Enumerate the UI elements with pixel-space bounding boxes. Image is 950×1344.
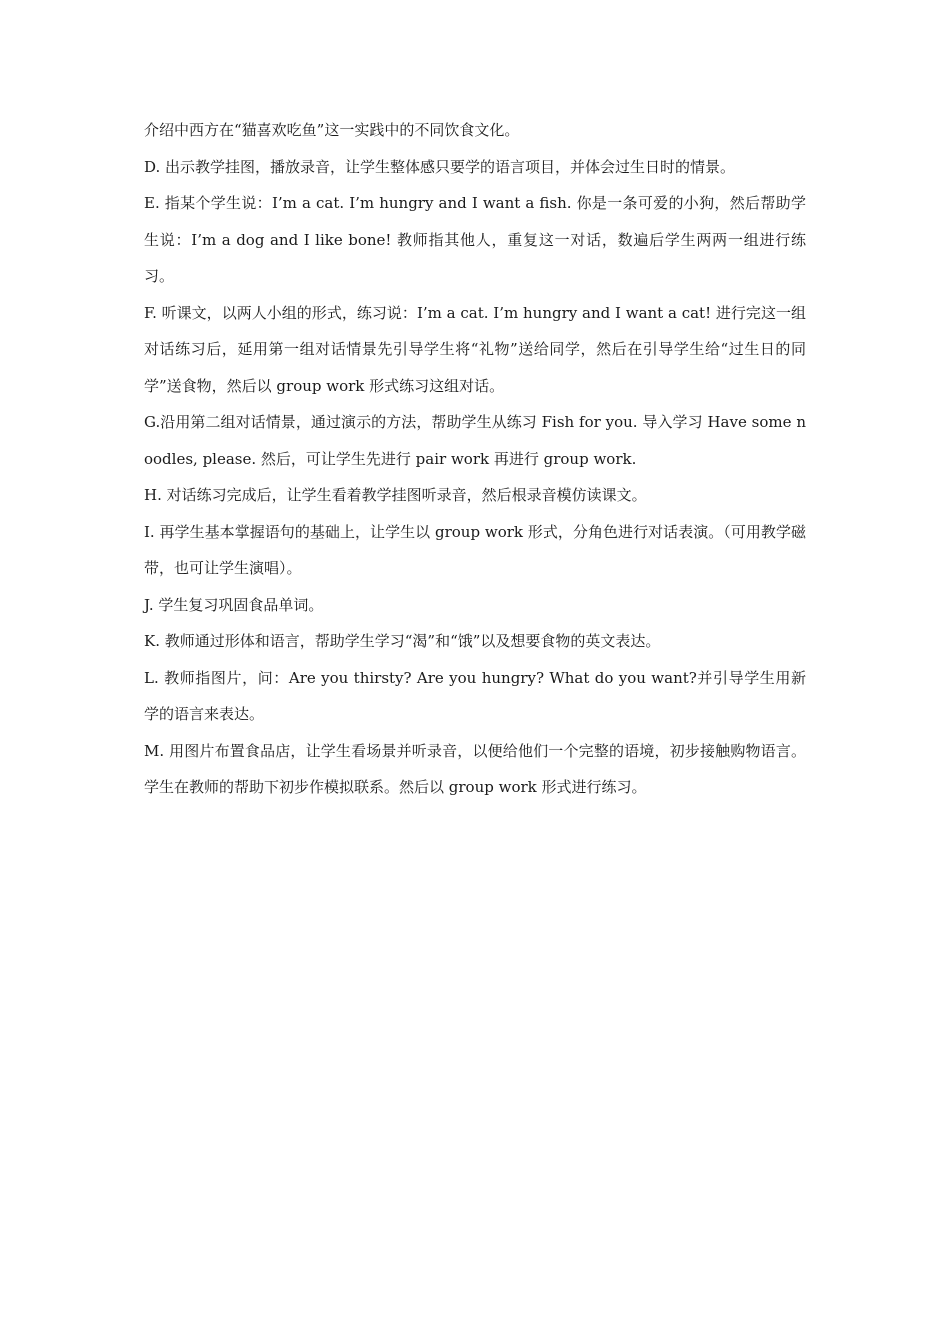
paragraph-step-f: F. 听课文，以两人小组的形式，练习说：I’m a cat. I’m hungry and I want a cat! 进行完这一组对话练习后，延用第一组对话情景先引导学生将“礼物”送给同学，然后在引导学生给“过生日的同学”送食物，然后以 group work 形式练习这组对话。: [144, 303, 806, 395]
paragraph-step-k: K. 教师通过形体和语言，帮助学生学习“渴”和“饿”以及想要食物的英文表达。: [144, 632, 661, 650]
paragraph-intro: 介绍中西方在“猫喜欢吃鱼”这一实践中的不同饮食文化。: [144, 121, 520, 139]
paragraph-step-m: M. 用图片布置食品店，让学生看场景并听录音，以便给他们一个完整的语境，初步接触购物语言。学生在教师的帮助下初步作模拟联系。然后以 group work 形式进行练习。: [144, 741, 806, 796]
paragraph-step-i: I. 再学生基本掌握语句的基础上，让学生以 group work 形式，分角色进行对话表演。（可用教学磁带，也可让学生演唱）。: [144, 522, 806, 577]
paragraph-step-j: J. 学生复习巩固食品单词。: [144, 595, 324, 614]
paragraph-step-e: E. 指某个学生说：I’m a cat. I’m hungry and I want a fish. 你是一条可爱的小狗，然后帮助学生说：I’m a dog and I like bone! 教师指其他人，重复这一对话，数遍后学生两两一组进行练习。: [144, 194, 806, 285]
paragraph-step-g: G.沿用第二组对话情景，通过演示的方法，帮助学生从练习 Fish for you. 导入学习 Have some noodles, please. 然后，可让学生先进行 pair work 再进行 group work.: [144, 413, 806, 468]
paragraph-step-h: H. 对话练习完成后，让学生看着教学挂图听录音，然后根录音模仿读课文。: [144, 486, 647, 504]
paragraph-step-d: D. 出示教学挂图，播放录音，让学生整体感只要学的语言项目，并体会过生日时的情景。: [144, 157, 736, 176]
document-body: [144, 112, 806, 806]
paragraph-step-l: L. 教师指图片，问：Are you thirsty? Are you hungry? What do you want?并引导学生用新学的语言来表达。: [144, 668, 806, 723]
